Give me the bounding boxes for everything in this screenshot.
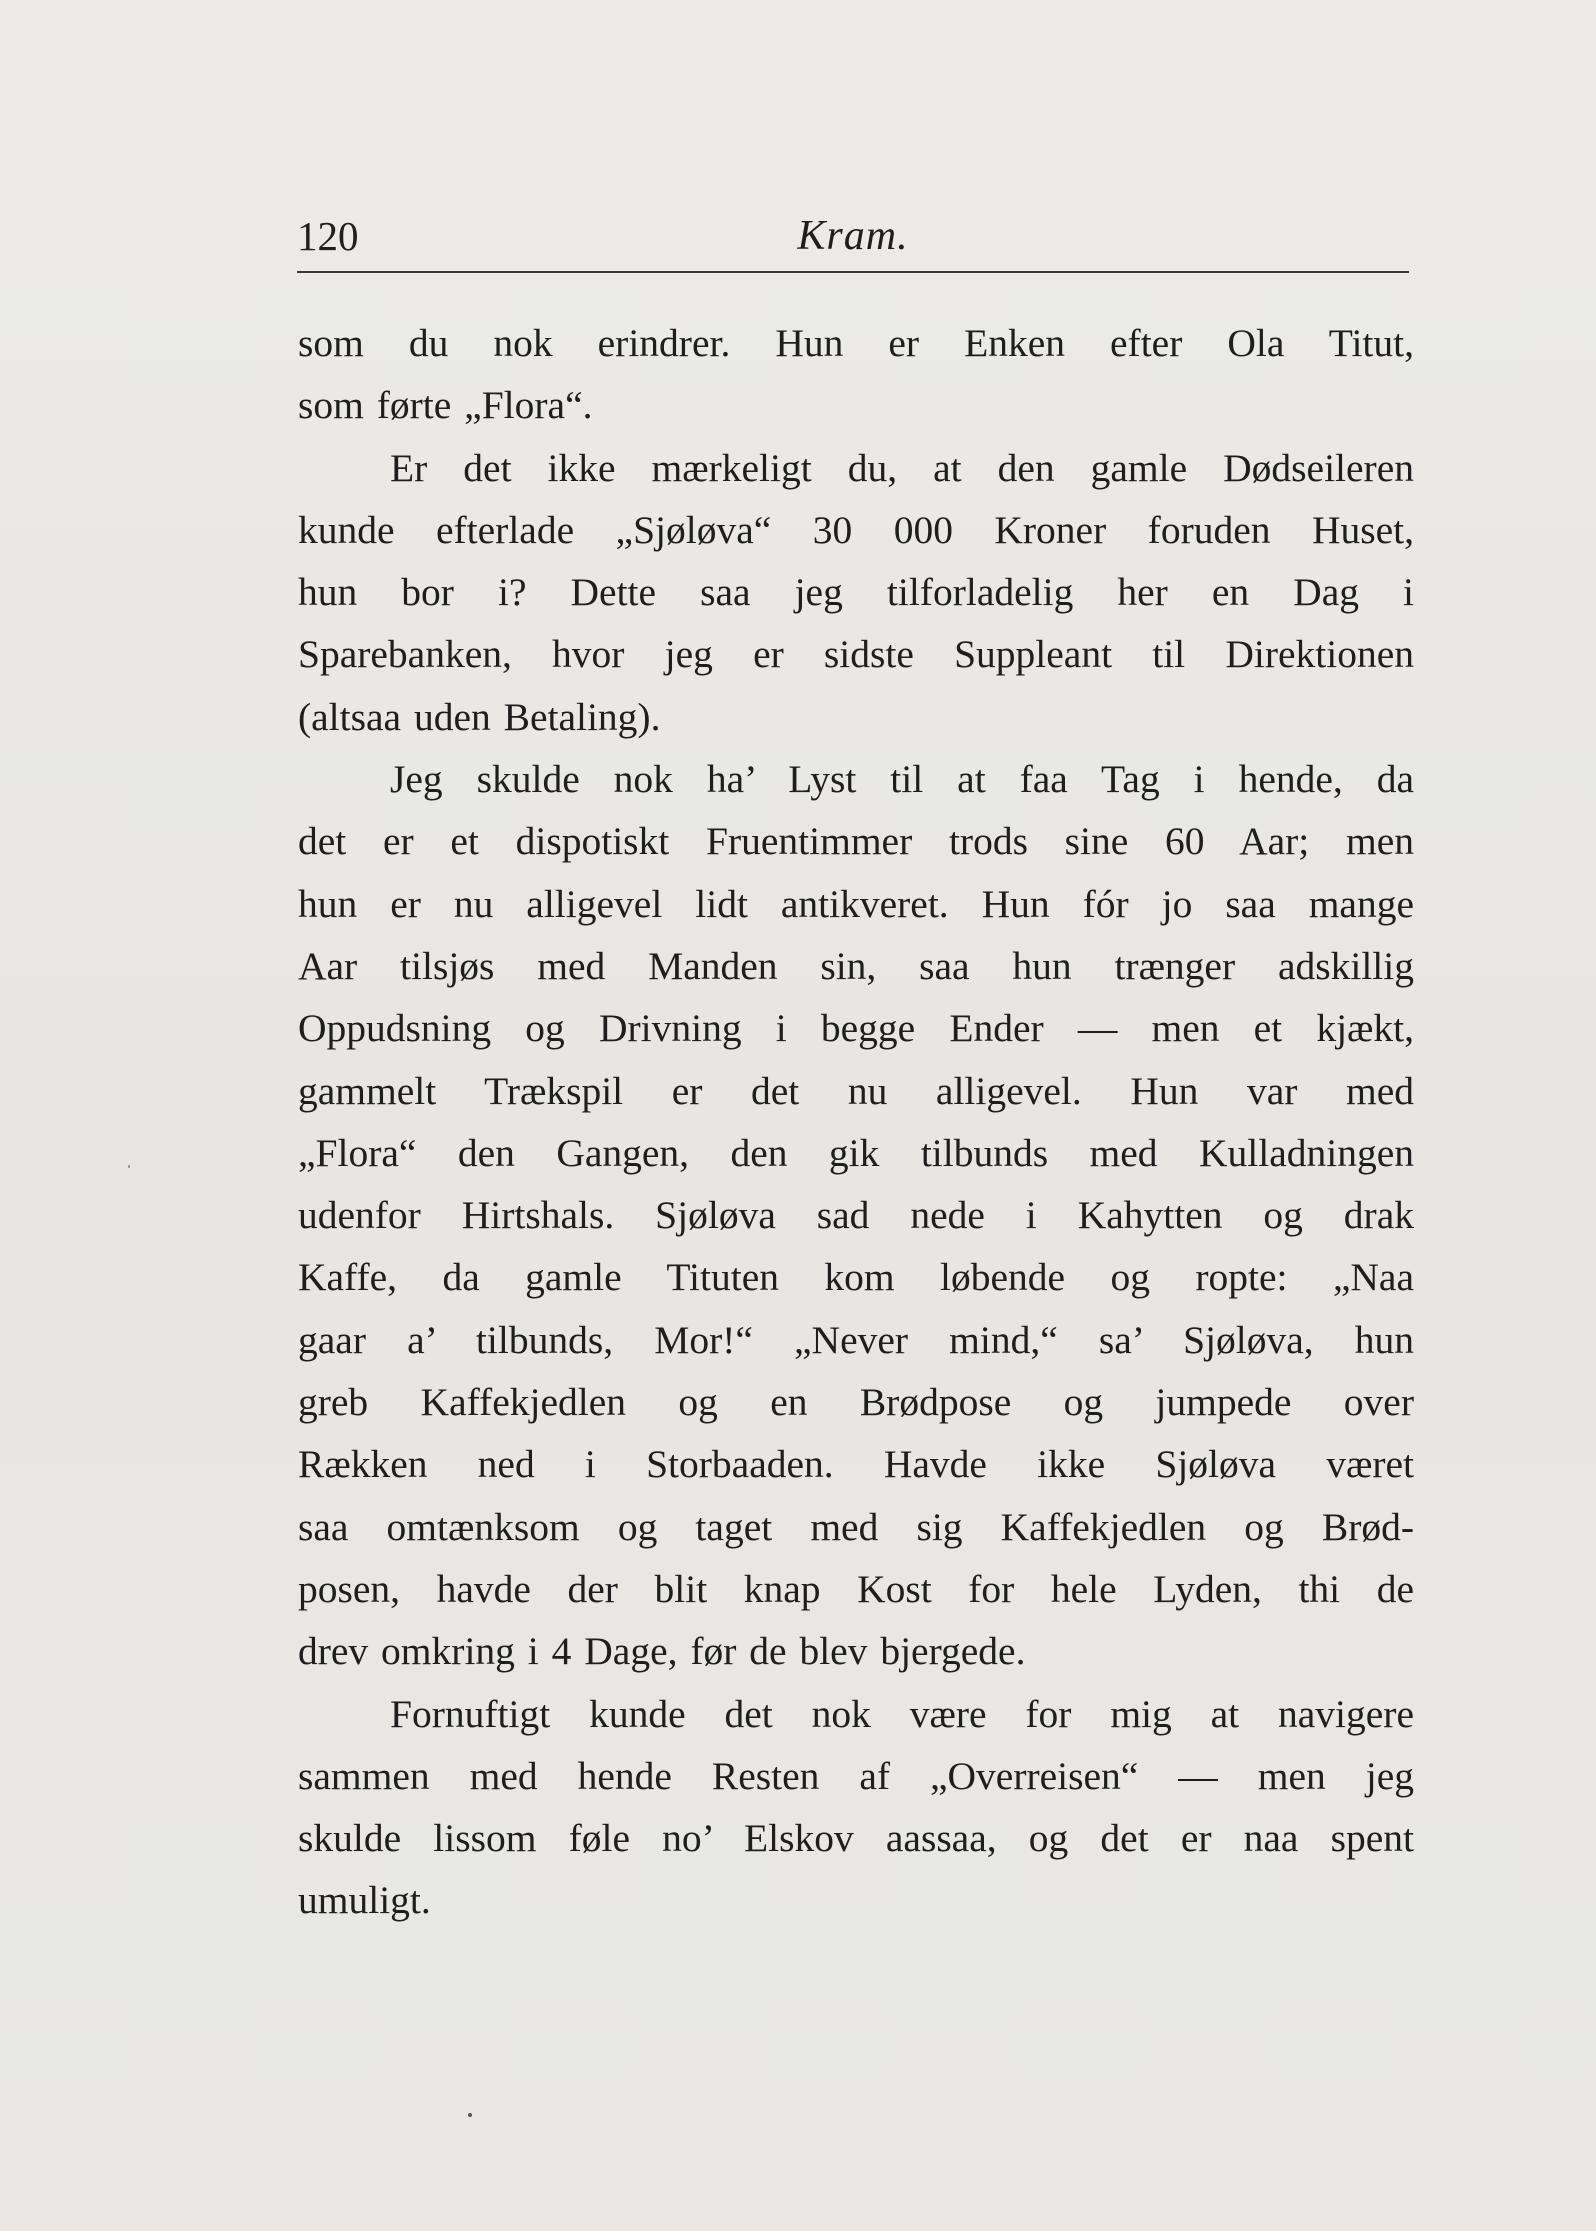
page-number: 120 <box>297 213 359 259</box>
paper-speck <box>468 2113 472 2117</box>
text-line: (altsaa uden Betaling). <box>298 694 661 739</box>
text-line: „Flora“ den Gangen, den gik tilbunds med Kulladningen <box>298 1130 1414 1175</box>
text-line: Aar tilsjøs med Manden sin, saa hun trænger adskillig <box>298 943 1414 988</box>
running-title: Kram. <box>797 213 909 259</box>
text-line: Oppudsning og Drivning i begge Ender — men et kjækt, <box>298 1006 1414 1051</box>
text-line: Sparebanken, hvor jeg er sidste Suppleant til Direktionen <box>298 632 1414 677</box>
text-line: posen, havde der blit knap Kost for hele Lyden, thi de <box>298 1566 1414 1611</box>
text-line: umuligt. <box>298 1878 431 1923</box>
text-line: som du nok erindrer. Hun er Enken efter Ola Titut, <box>298 321 1414 365</box>
text-line: sammen med hende Resten af „Overreisen“ — men jeg <box>298 1753 1414 1798</box>
text-line: hun bor i? Dette saa jeg tilforladelig her en Dag i <box>298 570 1414 615</box>
text-line: det er et dispotiskt Fruentimmer trods sine 60 Aar; men <box>298 819 1414 864</box>
text-line: Jeg skulde nok ha’ Lyst til at faa Tag i hende, da <box>390 757 1414 802</box>
text-line: saa omtænksom og taget med sig Kaffekjedlen og Brød- <box>298 1504 1414 1549</box>
text-line: drev omkring i 4 Dage, før de blev bjergede. <box>298 1629 1026 1674</box>
text-line: skulde lissom føle no’ Elskov aassaa, og det er naa spent <box>298 1816 1414 1861</box>
text-line: gaar a’ tilbunds, Mor!“ „Never mind,“ sa’ Sjøløva, hun <box>298 1317 1414 1362</box>
text-line: som førte „Flora“. <box>298 383 593 428</box>
header-rule <box>297 271 1409 273</box>
text-line: Er det ikke mærkeligt du, at den gamle Dødseileren <box>390 445 1414 490</box>
text-line: kunde efterlade „Sjøløva“ 30 000 Kroner foruden Huset, <box>298 507 1414 552</box>
text-line: greb Kaffekjedlen og en Brødpose og jumpede over <box>298 1380 1414 1425</box>
text-line: Rækken ned i Storbaaden. Havde ikke Sjøløva været <box>298 1442 1414 1487</box>
page-header <box>297 206 1409 266</box>
text-line: hun er nu alligevel lidt antikveret. Hun fór jo saa mange <box>298 881 1414 926</box>
text-line: Kaffe, da gamle Tituten kom løbende og ropte: „Naa <box>298 1255 1414 1300</box>
paper-speck <box>128 1165 130 1168</box>
body-text <box>298 312 1414 1932</box>
text-line: gammelt Trækspil er det nu alligevel. Hun var med <box>298 1068 1414 1113</box>
text-line: Fornuftigt kunde det nok være for mig at navigere <box>390 1691 1414 1736</box>
text-line: udenfor Hirtshals. Sjøløva sad nede i Kahytten og drak <box>298 1193 1414 1238</box>
